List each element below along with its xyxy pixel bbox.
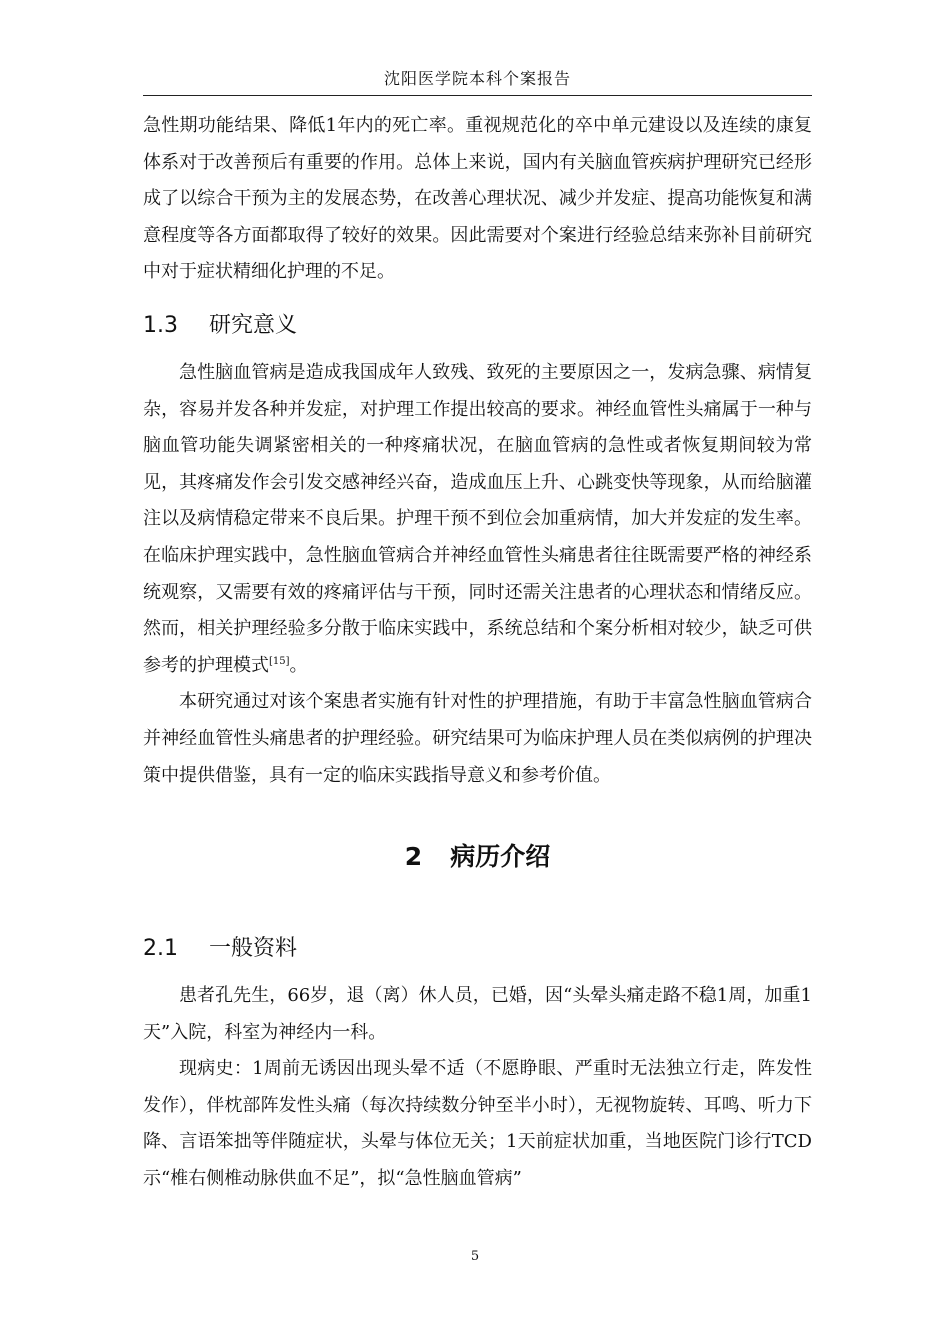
section-number: 1.3 xyxy=(143,312,178,338)
citation-reference: [15] xyxy=(269,655,290,667)
section-heading-1-3 xyxy=(143,311,812,341)
paragraph-end-punctuation: 。 xyxy=(289,654,308,676)
page-number: 5 xyxy=(470,1249,480,1264)
section-number: 2.1 xyxy=(143,936,178,962)
paragraph-present-illness: 现病史：1周前无诱因出现头晕不适（不愿睁眼、严重时无法独立行走，阵发性发作），伴枕部阵发性头痛（每次持续数分钟至半小时），无视物旋转、耳鸣、听力下降、言语笨拙等伴随症状，头晕与体位无关；1天前症状加重，当地医院门诊行TCD示“椎右侧椎动脉供血不足”，拟“急性脑血管病” xyxy=(143,1058,812,1190)
paragraph-research-significance xyxy=(143,355,812,684)
chapter-number: 2 xyxy=(404,842,423,872)
paragraph-patient-info: 患者孔先生，66岁，退（离）休人员，已婚，因“头晕头痛走路不稳1周，加重1天”入院，科室为神经内一科。 xyxy=(143,985,812,1043)
page-header xyxy=(143,68,812,96)
header-title: 沈阳医学院本科个案报告 xyxy=(383,69,571,88)
chapter-title: 病历介绍 xyxy=(450,842,551,872)
paragraph-study-contribution: 本研究通过对该个案患者实施有针对性的护理措施，有助于丰富急性脑血管病合并神经血管性头痛患者的护理经验。研究结果可为临床护理人员在类似病例的护理决策中提供借鉴，具有一定的临床实践指导意义和参考价值。 xyxy=(143,691,812,786)
section-heading-2-1 xyxy=(143,934,812,964)
paragraph-background-continued: 急性期功能结果、降低1年内的死亡率。重视规范化的卒中单元建设以及连续的康复体系对于改善预后有重要的作用。总体上来说，国内有关脑血管疾病护理研究已经形成了以综合干预为主的发展态势，在改善心理状况、减少并发症、提高功能恢复和满意程度等各方面都取得了较好的效果。因此需要对个案进行经验总结来弥补目前研究中对于症状精细化护理的不足。 xyxy=(143,115,812,283)
paragraph-text: 急性脑血管病是造成我国成年人致残、致死的主要原因之一，发病急骤、病情复杂，容易并发各种并发症，对护理工作提出较高的要求。神经血管性头痛属于一种与脑血管功能失调紧密相关的一种疼痛状况，在脑血管病的急性或者恢复期间较为常见，其疼痛发作会引发交感神经兴奋，造成血压上升、心跳变快等现象，从而给脑灌注以及病情稳定带来不良后果。护理干预不到位会加重病情，加大并发症的发生率。在临床护理实践中，急性脑血管病合并神经血管性头痛患者往往既需要严格的神经系统观察，又需要有效的疼痛评估与干预，同时还需关注患者的心理状态和情绪反应。然而，相关护理经验多分散于临床实践中，系统总结和个案分析相对较少，缺乏可供参考的护理模式 xyxy=(143,361,812,676)
document-body xyxy=(143,108,812,1198)
section-title: 一般资料 xyxy=(209,936,298,962)
chapter-heading-2 xyxy=(143,840,812,874)
section-title: 研究意义 xyxy=(209,312,298,338)
